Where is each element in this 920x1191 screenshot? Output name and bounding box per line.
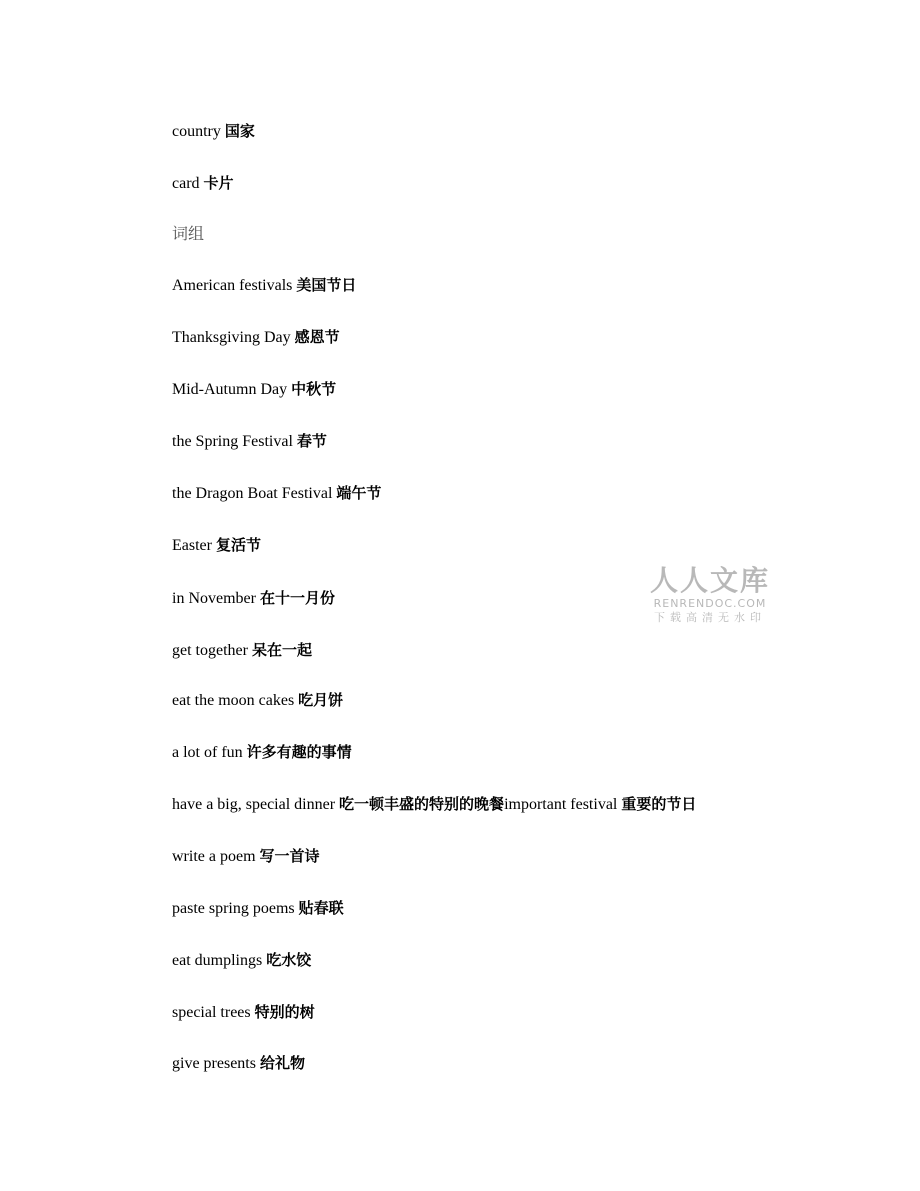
phrase-en: the Spring Festival (172, 433, 293, 450)
phrase-item (172, 690, 343, 711)
vocab-zh: 卡片 (203, 174, 234, 192)
phrase-en: American festivals (172, 277, 293, 294)
phrase-zh: 复活节 (215, 536, 261, 554)
phrase-item (172, 535, 261, 556)
phrase-en: give presents (172, 1055, 256, 1072)
phrase-zh: 贴春联 (298, 899, 344, 917)
phrase-zh: 在十一月份 (259, 589, 335, 607)
vocab-item-country (172, 121, 255, 142)
phrase-zh: 特别的树 (254, 1003, 315, 1021)
phrase-en: special trees (172, 1004, 251, 1021)
watermark (646, 565, 774, 625)
phrase-zh: 春节 (296, 432, 327, 450)
vocab-en: card (172, 175, 200, 192)
phrase-en: a lot of fun (172, 744, 243, 761)
phrase-item (172, 1002, 315, 1023)
phrase-en: have a big, special dinner (172, 796, 336, 813)
phrase-en: write a poem (172, 848, 256, 865)
phrase-en: get together (172, 642, 248, 659)
phrase-item (172, 588, 335, 609)
phrase-item (172, 742, 352, 763)
phrase-item (172, 794, 696, 815)
vocab-zh: 国家 (224, 122, 255, 140)
phrase-en: Easter (172, 537, 212, 554)
phrase-en: eat the moon cakes (172, 692, 295, 709)
phrases-heading: 词组 (172, 224, 205, 243)
phrase-item (172, 431, 327, 452)
phrase-zh: 吃月饼 (298, 691, 344, 709)
phrase-item (172, 898, 344, 919)
phrase-en: Mid-Autumn Day (172, 381, 288, 398)
phrase-zh: 美国节日 (296, 276, 357, 294)
phrase-zh: 写一首诗 (259, 847, 320, 865)
vocab-item-card (172, 173, 234, 194)
phrase-zh: 吃一顿丰盛的特别的晚餐 (339, 795, 505, 813)
phrase-item (172, 379, 336, 400)
phrase-en: important festival (504, 796, 618, 813)
phrase-en: Thanksgiving Day (172, 329, 291, 346)
phrase-zh: 吃水饺 (266, 951, 312, 969)
watermark-tagline: 下载高清无水印 (654, 611, 766, 624)
phrase-en: in November (172, 590, 256, 607)
phrase-item (172, 640, 312, 661)
phrase-item (172, 846, 320, 867)
watermark-title: 人人文库 (649, 564, 770, 597)
phrase-zh: 重要的节日 (621, 795, 697, 813)
phrase-zh: 给礼物 (259, 1054, 305, 1072)
phrase-zh: 许多有趣的事情 (246, 743, 352, 761)
phrase-item (172, 483, 381, 504)
watermark-domain: RENRENDOC.COM (653, 597, 767, 610)
phrase-zh: 呆在一起 (251, 641, 312, 659)
phrase-en: the Dragon Boat Festival (172, 485, 333, 502)
phrase-item (172, 327, 340, 348)
phrase-zh: 感恩节 (294, 328, 340, 346)
phrase-zh: 中秋节 (291, 380, 337, 398)
phrase-item (172, 275, 356, 296)
phrase-en: eat dumplings (172, 952, 263, 969)
phrase-zh: 端午节 (336, 484, 382, 502)
vocab-en: country (172, 123, 221, 140)
phrase-en: paste spring poems (172, 900, 295, 917)
phrase-item (172, 950, 311, 971)
phrase-item (172, 1053, 305, 1074)
